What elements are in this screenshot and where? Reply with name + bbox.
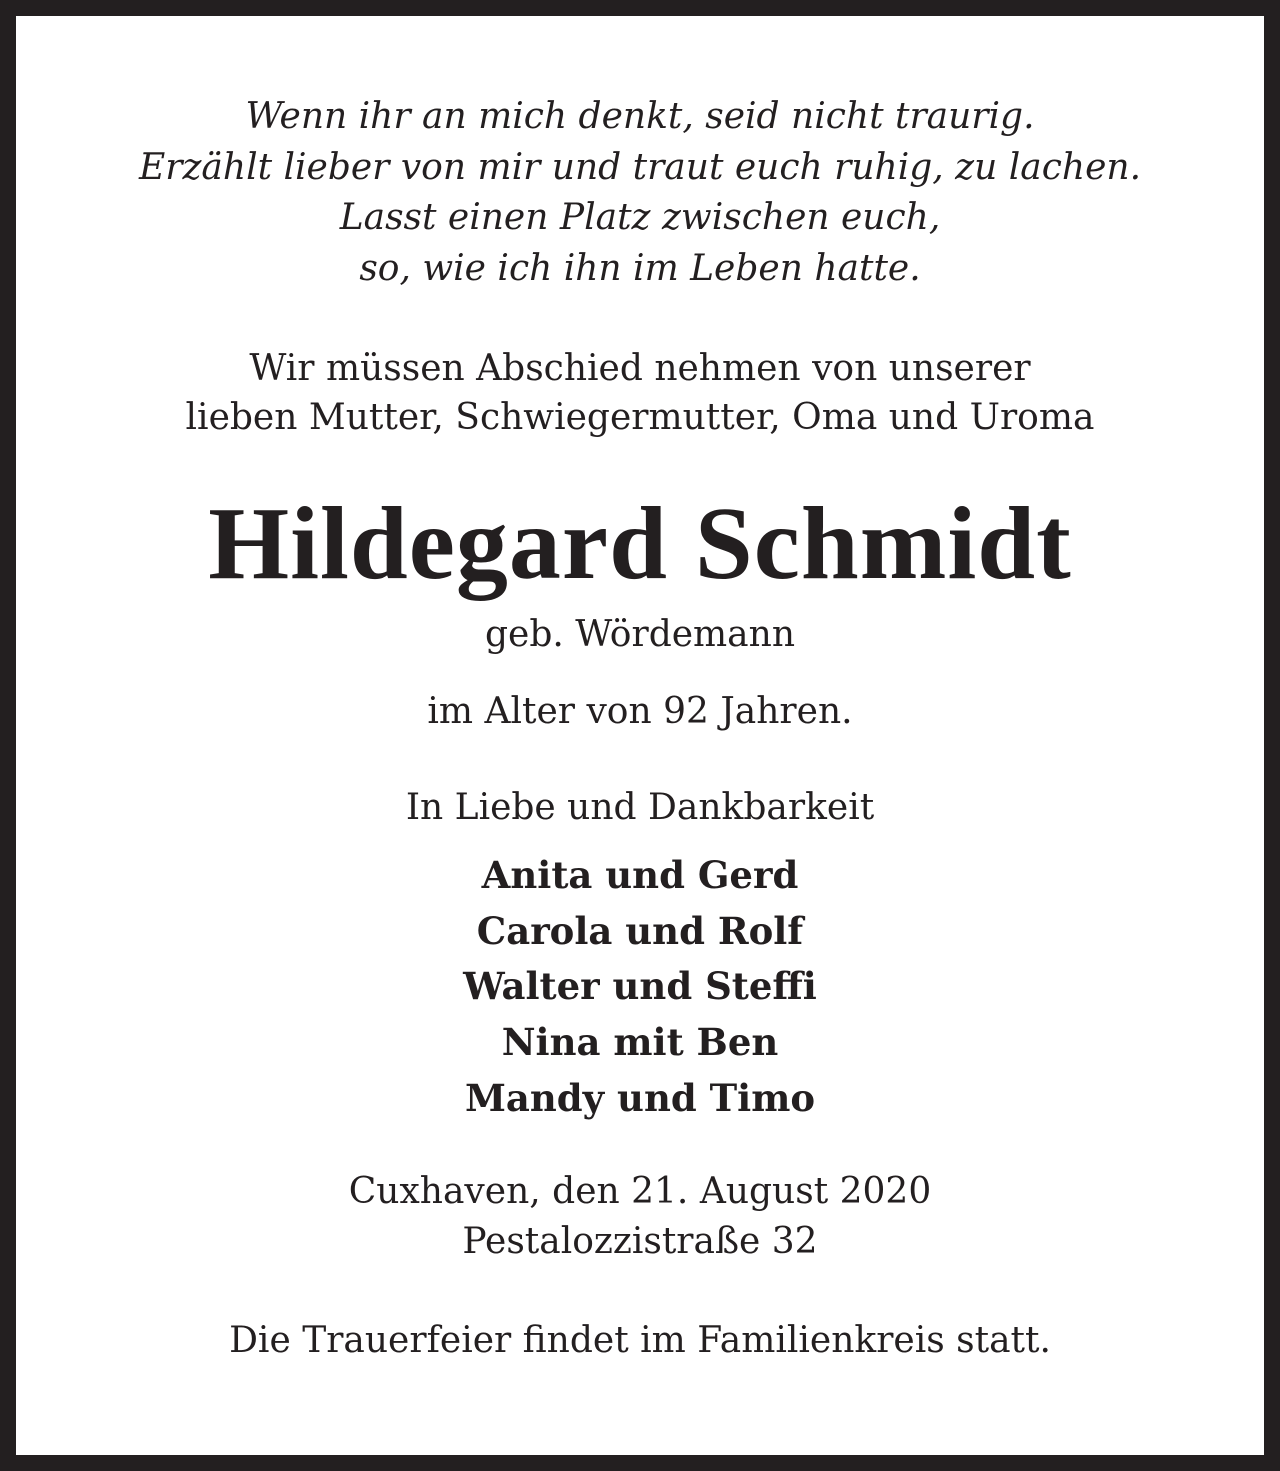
birth-name: geb. Wördemann <box>484 614 796 655</box>
family-member: Mandy und Timo <box>464 1076 816 1120</box>
poem-line: Lasst einen Platz zwischen euch, <box>339 197 941 238</box>
intro-line: lieben Mutter, Schwiegermutter, Oma und Uroma <box>185 397 1095 438</box>
age-statement: im Alter von 92 Jahren. <box>427 691 853 732</box>
family-member: Walter und Steffi <box>463 964 817 1008</box>
poem-line: Erzählt lieber von mir und traut euch ruhig, zu lachen. <box>138 147 1142 188</box>
address: Pestalozzistraße 32 <box>462 1221 818 1262</box>
family-member: Anita und Gerd <box>481 853 799 897</box>
place-date: Cuxhaven, den 21. August 2020 <box>348 1171 932 1212</box>
poem-line: Wenn ihr an mich denkt, seid nicht traurig. <box>245 96 1035 137</box>
poem-line: so, wie ich ihn im Leben hatte. <box>359 248 921 289</box>
ceremony-notice: Die Trauerfeier findet im Familienkreis statt. <box>229 1320 1051 1361</box>
intro-line: Wir müssen Abschied nehmen von unserer <box>249 348 1031 389</box>
family-member: Nina mit Ben <box>501 1020 779 1064</box>
closing-phrase: In Liebe und Dankbarkeit <box>405 787 875 828</box>
family-member: Carola und Rolf <box>476 909 804 953</box>
deceased-name: Hildegard Schmidt <box>208 486 1072 601</box>
